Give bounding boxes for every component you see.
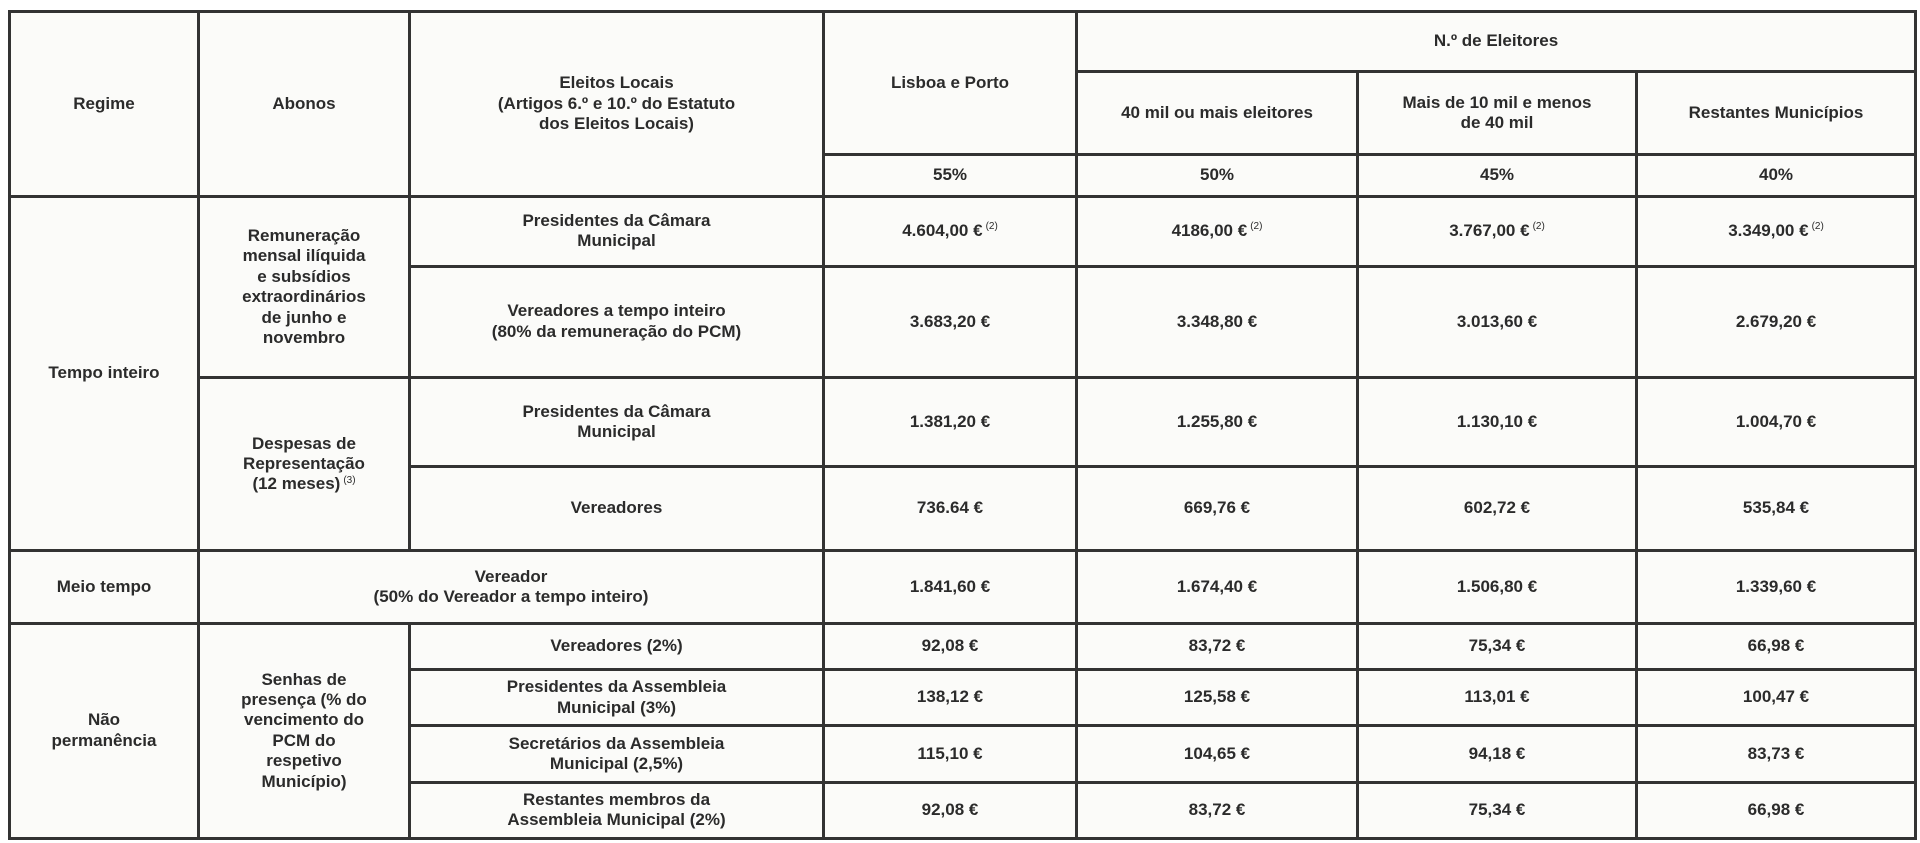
eleito-vereadores-tempo-inteiro <box>410 266 824 378</box>
header-eleitos-line2: (Artigos 6.º e 10.º do Estatuto <box>497 93 736 113</box>
value-cell: 100,47 € <box>1637 669 1916 725</box>
np-sec-line1: Secretários da Assembleia <box>508 733 725 753</box>
remun-line3: e subsídios <box>257 266 351 286</box>
footnote-2: (2) <box>1811 221 1824 233</box>
eleito-meio-tempo <box>199 551 824 623</box>
senhas-line1: Senhas de <box>261 669 347 689</box>
header-10a40-line1: Mais de 10 mil e menos <box>1402 92 1592 112</box>
header-regime: Regime <box>10 12 199 197</box>
remun-line1: Remuneração <box>247 225 361 245</box>
value-cell: 1.255,80 € <box>1077 378 1358 467</box>
value-cell: 3.348,80 € <box>1077 266 1358 378</box>
remun-line6: novembro <box>262 327 346 347</box>
eleito-desp-pcm-line2: Municipal <box>577 421 656 441</box>
value-cell: 83,72 € <box>1077 623 1358 669</box>
np-regime-line1: Não <box>87 710 121 730</box>
regime-meio-tempo: Meio tempo <box>10 551 199 623</box>
value-cell: 115,10 € <box>824 726 1077 782</box>
value-cell: 66,98 € <box>1637 782 1916 838</box>
abono-remuneracao <box>199 197 410 378</box>
value-cell: 1.674,40 € <box>1077 551 1358 623</box>
value-cell: 104,65 € <box>1077 726 1358 782</box>
value-cell: 3.013,60 € <box>1358 266 1637 378</box>
value-cell: 1.381,20 € <box>824 378 1077 467</box>
abono-despesas-representacao <box>199 378 410 551</box>
abono-senhas-presenca <box>199 623 410 838</box>
desp-line1: Despesas de <box>252 433 356 453</box>
footnote-2: (2) <box>1250 221 1263 233</box>
value-cell: 1.339,60 € <box>1637 551 1916 623</box>
header-n-eleitores: N.º de Eleitores <box>1077 12 1916 72</box>
value-cell: 138,12 € <box>824 669 1077 725</box>
footnote-2: (2) <box>1532 221 1545 233</box>
value-cell: 669,76 € <box>1077 466 1358 551</box>
eleito-pcm-line2: Municipal <box>577 231 656 251</box>
value-cell: 83,72 € <box>1077 782 1358 838</box>
row-np-vereadores <box>10 623 1916 669</box>
header-row-1 <box>10 12 1916 72</box>
header-eleitos-locais <box>410 12 824 197</box>
eleito-np-secretarios-assembleia <box>410 726 824 782</box>
senhas-line2: presença (% do <box>241 690 367 710</box>
meio-tempo-line1: Vereador <box>474 566 548 586</box>
header-40mil: 40 mil ou mais eleitores <box>1077 72 1358 154</box>
desp-line2: Representação <box>243 453 365 473</box>
value-cell: 3.767,00 € $^{(2)}$ <box>1358 197 1637 266</box>
regime-nao-permanencia <box>10 623 199 838</box>
value-cell: 3.683,20 € <box>824 266 1077 378</box>
regime-tempo-inteiro: Tempo inteiro <box>10 197 199 551</box>
value-cell: 736.64 € <box>824 466 1077 551</box>
value-cell: 83,73 € <box>1637 726 1916 782</box>
header-abonos: Abonos <box>199 12 410 197</box>
value-cell: 1.506,80 € <box>1358 551 1637 623</box>
document-sheet <box>8 10 1914 840</box>
value-cell: 66,98 € <box>1637 623 1916 669</box>
senhas-line3: vencimento do <box>244 710 364 730</box>
eleito-np-presidentes-assembleia <box>410 669 824 725</box>
header-10a40-line2: de 40 mil <box>1460 113 1534 133</box>
eleito-desp-pcm <box>410 378 824 467</box>
np-rest-line2: Assembleia Municipal (2%) <box>507 810 726 830</box>
eleito-np-restantes-membros <box>410 782 824 838</box>
senhas-line4: PCM do <box>272 730 336 750</box>
row-meio-tempo <box>10 551 1916 623</box>
value-cell: 1.004,70 € <box>1637 378 1916 467</box>
value-cell: 2.679,20 € <box>1637 266 1916 378</box>
remun-line4: extraordinários <box>242 287 366 307</box>
senhas-line5: respetivo <box>266 751 342 771</box>
meio-tempo-line2: (50% do Vereador a tempo inteiro) <box>373 586 649 606</box>
eleito-desp-vereadores: Vereadores <box>410 466 824 551</box>
header-eleitos-line3: dos Eleitos Locais) <box>539 114 694 134</box>
np-rest-line1: Restantes membros da <box>522 789 711 809</box>
remuneration-table <box>8 10 1917 840</box>
value-cell: 535,84 € <box>1637 466 1916 551</box>
senhas-line6: Município) <box>261 771 347 791</box>
value-cell: 4.604,00 € $^{(2)}$ <box>824 197 1077 266</box>
pct-10a40mil: 45% <box>1358 154 1637 196</box>
header-10a40mil <box>1358 72 1637 154</box>
value-cell: 1.841,60 € <box>824 551 1077 623</box>
row-ti-pcm <box>10 197 1916 266</box>
desp-line3: (12 meses) $^{(3)}$ <box>252 474 356 494</box>
value-cell: 75,34 € <box>1358 782 1637 838</box>
value-cell: 125,58 € <box>1077 669 1358 725</box>
value-cell: 113,01 € <box>1358 669 1637 725</box>
remun-line2: mensal ilíquida <box>242 246 366 266</box>
value-cell: 4186,00 € $^{(2)}$ <box>1077 197 1358 266</box>
eleito-np-vereadores: Vereadores (2%) <box>410 623 824 669</box>
pct-lisboa-porto: 55% <box>824 154 1077 196</box>
value-cell: 1.130,10 € <box>1358 378 1637 467</box>
value-cell: 94,18 € <box>1358 726 1637 782</box>
header-eleitos-line1: Eleitos Locais <box>559 73 674 93</box>
eleito-ver-line2: (80% da remuneração do PCM) <box>491 321 742 341</box>
header-restantes: Restantes Municípios <box>1637 72 1916 154</box>
value-cell: 3.349,00 € $^{(2)}$ <box>1637 197 1916 266</box>
pct-40mil: 50% <box>1077 154 1358 196</box>
np-regime-line2: permanência <box>51 730 157 750</box>
eleito-desp-pcm-line1: Presidentes da Câmara <box>522 401 711 421</box>
header-lisboa-porto: Lisboa e Porto <box>824 12 1077 155</box>
eleito-pcm <box>410 197 824 266</box>
value-cell: 92,08 € <box>824 623 1077 669</box>
row-desp-pcm <box>10 378 1916 467</box>
pct-restantes: 40% <box>1637 154 1916 196</box>
footnote-3: (3) <box>343 474 356 486</box>
np-pres-line1: Presidentes da Assembleia <box>506 677 727 697</box>
remun-line5: de junho e <box>261 307 347 327</box>
value-cell: 92,08 € <box>824 782 1077 838</box>
value-cell: 75,34 € <box>1358 623 1637 669</box>
eleito-ver-line1: Vereadores a tempo inteiro <box>507 301 726 321</box>
np-pres-line2: Municipal (3%) <box>556 697 676 717</box>
value-cell: 602,72 € <box>1358 466 1637 551</box>
eleito-pcm-line1: Presidentes da Câmara <box>522 210 711 230</box>
footnote-2: (2) <box>985 221 998 233</box>
np-sec-line2: Municipal (2,5%) <box>549 753 684 773</box>
